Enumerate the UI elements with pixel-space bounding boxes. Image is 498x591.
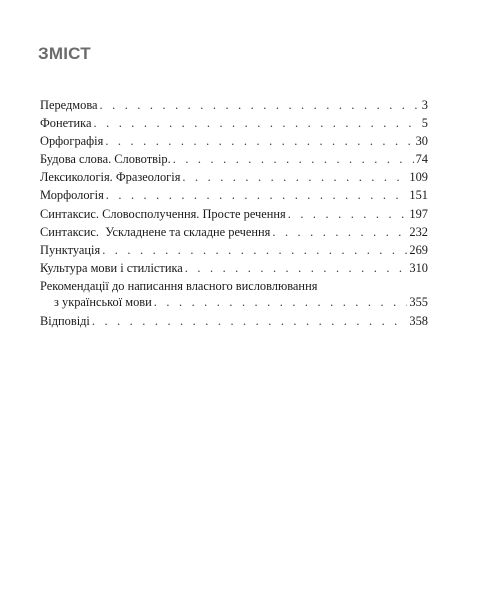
toc-entry-syntax-simple[interactable] (40, 205, 428, 223)
toc-entry-page: 358 (409, 313, 428, 328)
dot-leader (173, 150, 414, 168)
toc-entry-label: Лексикологія. Фразеологія (40, 170, 181, 185)
toc-entry-punctuation[interactable] (40, 241, 428, 259)
table-of-contents (40, 96, 428, 330)
toc-entry-page: 74 (415, 152, 428, 167)
toc-entry-page: 269 (409, 242, 428, 257)
dot-leader (106, 186, 408, 204)
toc-entry-syntax-complex[interactable] (40, 223, 428, 241)
toc-entry-page: 109 (409, 170, 428, 185)
toc-entry-lexicology[interactable] (40, 168, 428, 186)
toc-entry-label: Передмова (40, 98, 98, 112)
dot-leader (92, 312, 408, 330)
toc-entry-word-formation[interactable] (40, 150, 428, 168)
dot-leader (272, 223, 407, 241)
page-title: ЗМІСТ (38, 44, 91, 63)
toc-entry-page: 355 (409, 294, 428, 309)
toc-entry-label: Орфографія (40, 134, 104, 149)
dot-leader (94, 114, 420, 132)
toc-entry-label: Пунктуація (40, 242, 101, 257)
toc-entry-label: Фонетика (40, 116, 92, 131)
dot-leader (100, 96, 420, 114)
toc-entry-answers[interactable] (40, 312, 428, 330)
dot-leader (288, 205, 408, 223)
toc-entry-phonetics[interactable] (40, 114, 428, 132)
toc-entry-page: 3 (421, 98, 428, 112)
toc-entry-orthography[interactable] (40, 132, 428, 150)
toc-entry-label: Культура мови і стилістика (40, 260, 183, 275)
toc-entry-page: 5 (421, 116, 428, 131)
toc-entry-recommendations[interactable] (40, 278, 428, 312)
toc-entry-label-continued: з української мови (54, 294, 152, 309)
toc-entry-label: Будова слова. Словотвір. (40, 152, 171, 167)
dot-leader (105, 132, 413, 150)
toc-entry-page: 310 (409, 260, 428, 275)
dot-leader (102, 241, 407, 259)
toc-entry-page: 197 (409, 206, 428, 221)
dot-leader (185, 259, 408, 277)
toc-entry-label: Морфологія (40, 188, 104, 203)
toc-entry-page: 232 (409, 224, 428, 239)
toc-entry-stylistics[interactable] (40, 259, 428, 277)
toc-entry-morphology[interactable] (40, 186, 428, 204)
dot-leader (154, 294, 408, 310)
toc-entry-label: Відповіді (40, 313, 90, 328)
toc-entry-label: Синтаксис. Словосполучення. Просте речення (40, 206, 286, 221)
toc-entry-page: 151 (409, 188, 428, 203)
toc-entry-page: 30 (415, 134, 428, 149)
toc-entry-label: Синтаксис. Ускладнене та складне речення (40, 224, 271, 239)
dot-leader (182, 168, 407, 186)
toc-entry-label: Рекомендації до написання власного висловлювання (40, 278, 318, 293)
toc-entry-preface[interactable] (40, 96, 428, 114)
